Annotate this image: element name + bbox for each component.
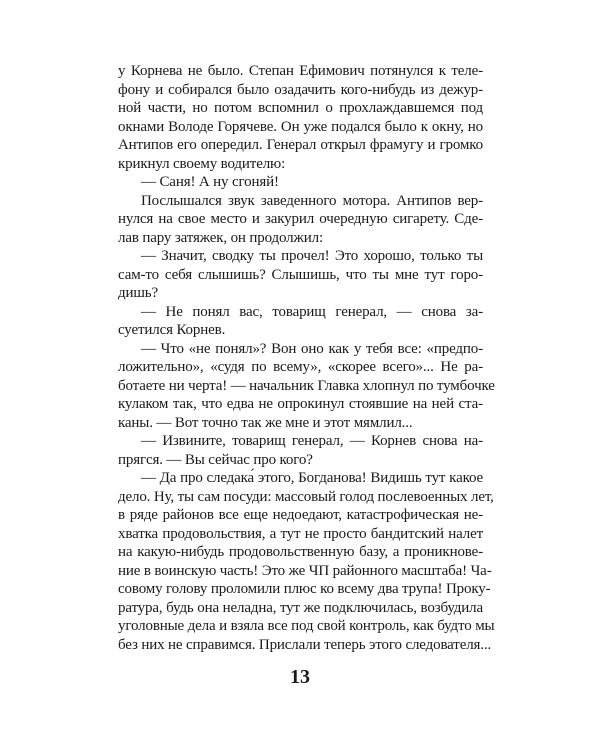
text-line: Послышался звук заведенного мотора. Антипов вер-: [141, 192, 483, 209]
text-line: дишь?: [118, 285, 158, 301]
text-line: лав пару затяжек, он продолжил:: [118, 229, 323, 246]
text-line: ботаете ни черта! — начальник Главка хлопнул по тумбочке: [118, 377, 495, 394]
text-line: суетился Корнев.: [118, 322, 226, 338]
page-number: 13: [290, 666, 310, 688]
text-line: у Корнева не было. Степан Ефимович потянулся к теле-: [118, 63, 483, 79]
text-line: — Да про следака́ этого, Богданова! Видишь тут какое: [141, 470, 483, 486]
text-line: дело. Ну, ты сам посуди: массовый голод послевоенных лет,: [118, 488, 494, 505]
text-line: окнами Володе Горячеве. Он уже подался было к окну, но: [118, 118, 483, 135]
text-line: в ряде районов все еще недоедают, катастрофическая не-: [118, 507, 483, 523]
text-line: — Саня! А ну сгоняй!: [141, 174, 279, 190]
text-line: ной части, но потом вспомнил о прохлаждавшемся под: [118, 100, 483, 116]
text-line: — Что «не понял»? Вон оно как у тебя все: «предпо-: [141, 340, 483, 357]
text-line: сам-то себя слышишь? Слышишь, что ты мне тут горо-: [118, 266, 483, 283]
text-line: прягся. — Вы сейчас про кого?: [118, 451, 313, 468]
text-line: фону и собирался было озадачить кого-нибудь из дежур-: [118, 81, 483, 98]
text-line: — Извините, товарищ генерал, — Корнев снова на-: [141, 433, 483, 449]
text-line: совому голову проломили плюс ко всему два трупа! Проку-: [118, 581, 491, 597]
text-line: крикнул своему водителю:: [118, 155, 286, 172]
text-line: на какую-нибудь продовольственную базу, а проникнове-: [118, 544, 483, 560]
text-line: Антипов его опередил. Генерал открыл фрамугу и громко: [118, 137, 483, 153]
text-line: хватка продовольствия, а тут не просто бандитский налет: [118, 525, 483, 542]
text-line: — Значит, сводку ты прочел! Это хорошо, только ты: [141, 248, 483, 264]
text-line: каны. — Вот точно так же мне и этот мямлил...: [118, 414, 413, 431]
text-line: ложительно», «судя по всему», «скорее всего»... Не ра-: [118, 359, 483, 375]
text-line: — Не понял вас, товарищ генерал, — снова за-: [141, 303, 483, 320]
text-line: ние в воинскую часть! Это же ЧП районного масштаба! Ча-: [118, 562, 492, 579]
text-line: уголовные дела и взяла все под свой контроль, как будто мы: [118, 618, 495, 634]
text-line: без них не справимся. Прислали теперь этого следователя...: [118, 636, 492, 653]
text-line: кулаком так, что едва не опрокинул стоявшие на ней ста-: [118, 396, 483, 412]
text-line: нулся на свое место и закурил очередную сигарету. Сде-: [118, 211, 483, 227]
text-line: ратура, будь она неладна, тут же подключилась, возбудила: [118, 599, 483, 616]
